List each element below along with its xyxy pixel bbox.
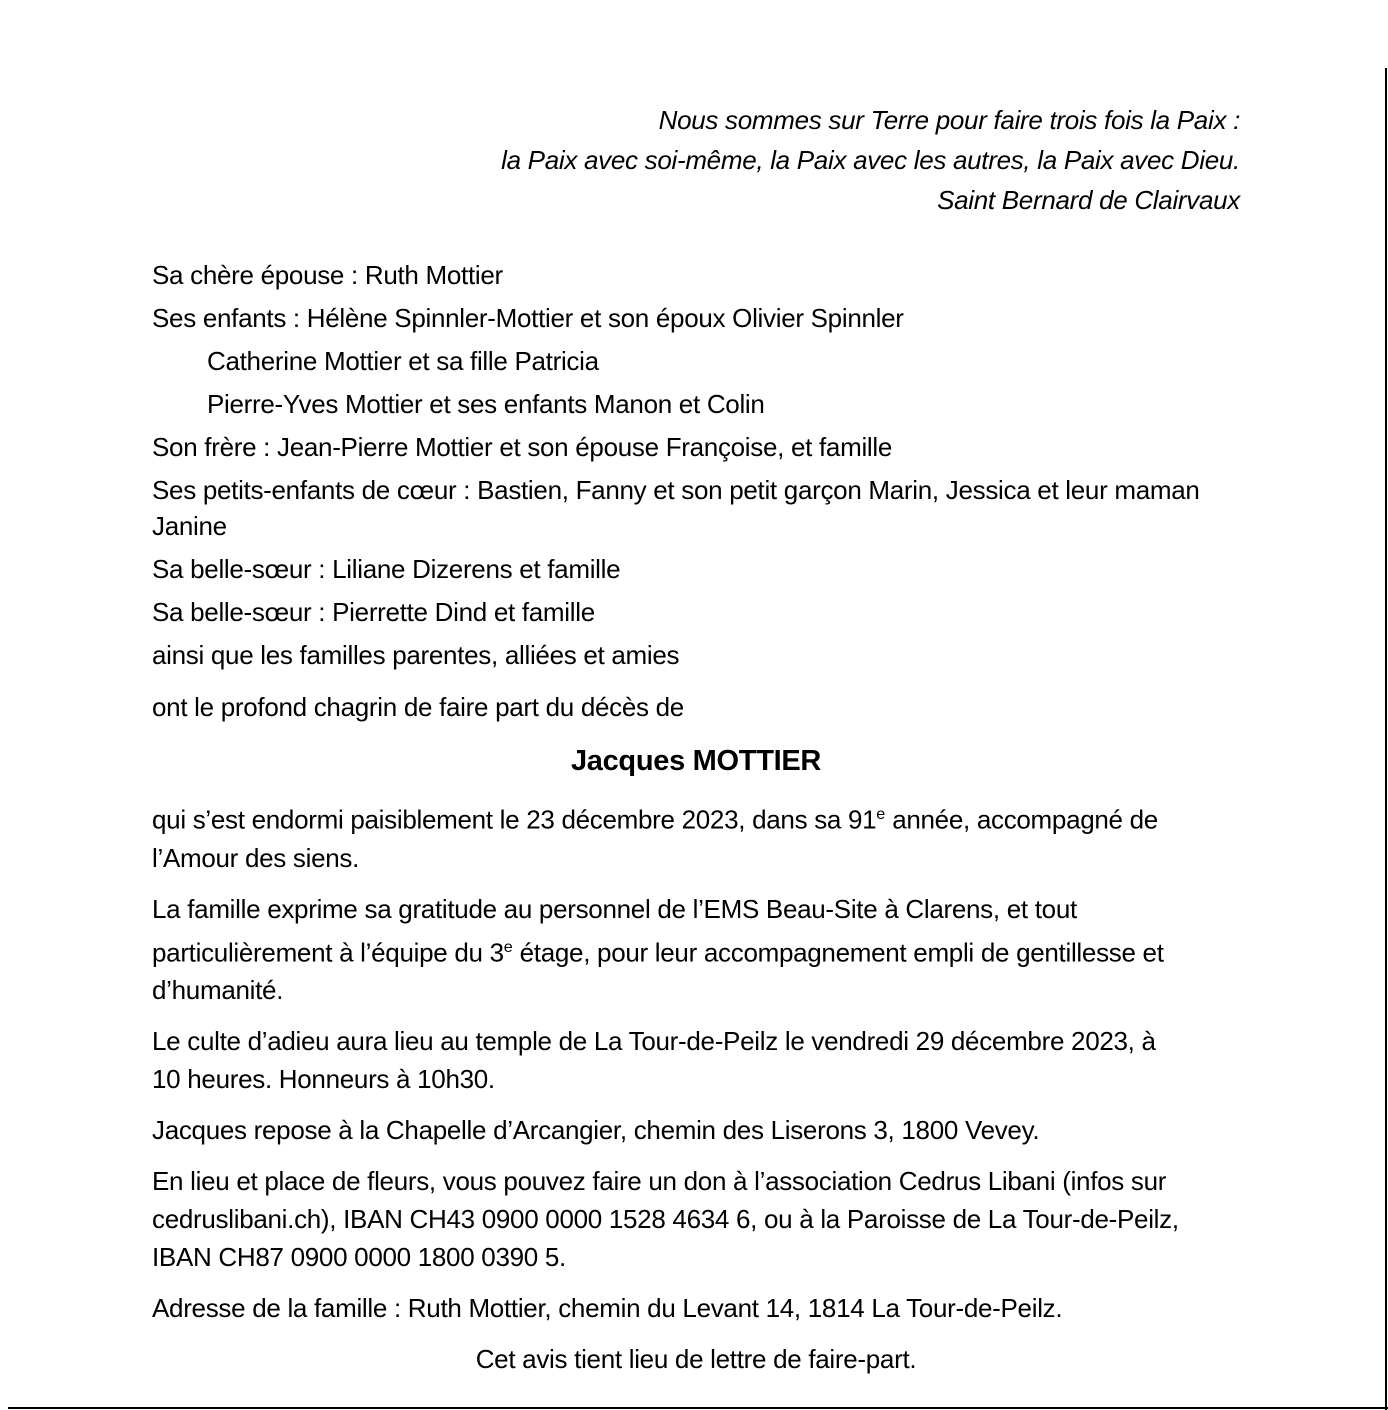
- paragraph-gratitude-line-1: La famille exprime sa gratitude au personnel de l’EMS Beau-Site à Clarens, et tout: [152, 893, 1077, 924]
- page-border-right: [1385, 68, 1387, 1410]
- family-line-grandchildren-wrap: Janine: [152, 511, 227, 541]
- death-line-superscript: e: [876, 805, 886, 823]
- quote-line-1: Nous sommes sur Terre pour faire trois fois la Paix :: [658, 105, 1240, 135]
- family-list: [0, 254, 1388, 677]
- family-line-pierre-yves: Pierre-Yves Mottier et ses enfants Manon et Colin: [207, 389, 765, 419]
- paragraph-death: [0, 795, 1388, 877]
- paragraph-donations-line-2: cedruslibani.ch), IBAN CH43 0900 0000 1528 4634 6, ou à la Paroisse de La Tour-de-Peilz,: [152, 1204, 1179, 1235]
- death-line-post: année, accompagné de: [885, 804, 1158, 835]
- family-line-related-families: ainsi que les familles parentes, alliées et amies: [152, 640, 680, 670]
- paragraph-death-line-2: l’Amour des siens.: [152, 842, 360, 873]
- gratitude-line-post: étage, pour leur accompagnement empli de gentillesse et: [512, 937, 1164, 968]
- paragraph-donations-line-1: En lieu et place de fleurs, vous pouvez faire un don à l’association Cedrus Libani (infos sur: [152, 1166, 1167, 1197]
- family-line-spouse: Sa chère épouse : Ruth Mottier: [152, 260, 503, 290]
- gratitude-line-pre: particulièrement à l’équipe du 3: [152, 937, 504, 968]
- paragraph-donations: [0, 1162, 1388, 1276]
- family-line-catherine: Catherine Mottier et sa fille Patricia: [207, 346, 599, 376]
- family-line-brother: Son frère : Jean-Pierre Mottier et son épouse Françoise, et famille: [152, 432, 893, 462]
- closing-line: Cet avis tient lieu de lettre de faire-part.: [475, 1344, 917, 1375]
- paragraph-gratitude-line-3: d’humanité.: [152, 975, 284, 1006]
- deceased-name: Jacques MOTTIER: [570, 745, 822, 777]
- announcement-line: ont le profond chagrin de faire part du décès de: [152, 692, 684, 722]
- paragraph-chapel-line-1: Jacques repose à la Chapelle d’Arcangier, chemin des Liserons 3, 1800 Vevey.: [152, 1115, 1040, 1146]
- opening-quote: [0, 0, 1388, 220]
- paragraph-address: [0, 1289, 1388, 1327]
- paragraph-chapel: [0, 1111, 1388, 1149]
- family-line-sister-in-law-2: Sa belle-sœur : Pierrette Dind et famille: [152, 597, 595, 627]
- gratitude-line-superscript: e: [503, 937, 513, 956]
- paragraph-ceremony-line-2: 10 heures. Honneurs à 10h30.: [152, 1064, 495, 1095]
- paragraph-donations-line-3: IBAN CH87 0900 0000 1800 0390 5.: [152, 1242, 566, 1273]
- family-line-grandchildren: Ses petits-enfants de cœur : Bastien, Fanny et son petit garçon Marin, Jessica et leur maman: [152, 475, 1200, 505]
- paragraph-death-line-1: [152, 795, 1388, 839]
- paragraph-address-line-1: Adresse de la famille : Ruth Mottier, chemin du Levant 14, 1814 La Tour-de-Peilz.: [152, 1293, 1063, 1324]
- quote-line-2: la Paix avec soi-même, la Paix avec les autres, la Paix avec Dieu.: [501, 145, 1240, 175]
- paragraph-ceremony: [0, 1022, 1388, 1098]
- family-line-children: Ses enfants : Hélène Spinnler-Mottier et son époux Olivier Spinnler: [152, 303, 904, 333]
- quote-attribution: Saint Bernard de Clairvaux: [937, 185, 1240, 215]
- paragraph-gratitude-line-2: [152, 928, 1388, 972]
- paragraph-gratitude: [0, 890, 1388, 1010]
- page-border-bottom: [8, 1407, 1388, 1409]
- death-line-pre: qui s’est endormi paisiblement le 23 décembre 2023, dans sa 91: [152, 804, 877, 835]
- family-line-sister-in-law-1: Sa belle-sœur : Liliane Dizerens et famille: [152, 554, 621, 584]
- paragraph-ceremony-line-1: Le culte d’adieu aura lieu au temple de La Tour-de-Peilz le vendredi 29 décembre 2023, à: [152, 1026, 1156, 1057]
